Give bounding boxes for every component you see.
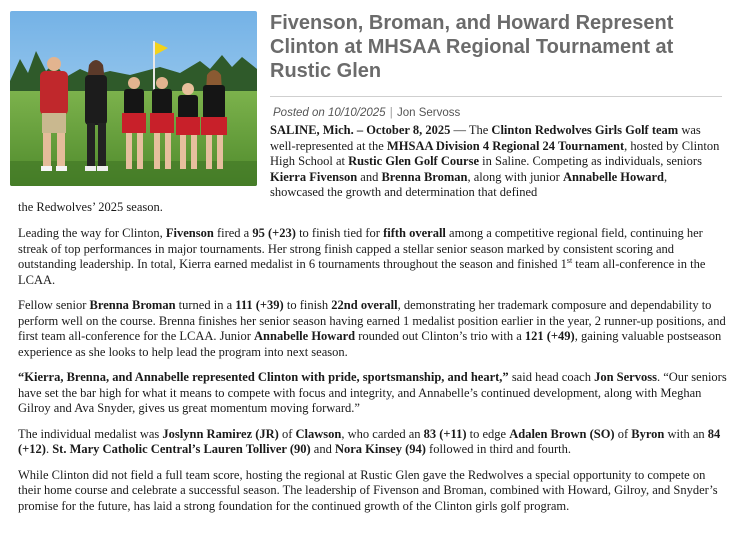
text: to edge <box>466 426 510 441</box>
player-name: Brenna Broman <box>381 169 468 184</box>
dateline: SALINE, Mich. – October 8, 2025 <box>270 123 451 137</box>
score: 95 (+23) <box>252 226 296 240</box>
school-name: Byron <box>631 426 665 441</box>
divider <box>270 96 722 97</box>
text: said head coach <box>508 370 595 384</box>
coach-name: Jon Servoss <box>594 370 657 384</box>
ordinal-suffix: st <box>566 255 573 265</box>
text: team all-conference in the LCAA. <box>18 257 706 287</box>
byline <box>273 107 460 119</box>
score: 83 (+11) <box>423 426 467 441</box>
text: with an <box>664 426 708 441</box>
text: to finish <box>283 298 332 312</box>
score: 121 (+49) <box>524 329 575 343</box>
score: 111 (+39) <box>235 298 284 312</box>
text: rounded out Clinton’s trio with a <box>355 329 525 343</box>
lede-text: , along with junior <box>467 169 563 184</box>
school-name: Clawson <box>295 426 342 441</box>
text: . “Our seniors have set the bar high for what it means to compete with focus and integrity, and Annabelle’s continued development, along with Meghan Gilroy and Ava Snyder, gives us great momentum moving forward.” <box>18 370 727 415</box>
posted-date: Posted on 10/10/2025 <box>273 107 386 119</box>
paragraph <box>18 298 728 360</box>
player-name: Annabelle Howard <box>254 329 356 343</box>
paragraph <box>18 468 728 515</box>
player-name: Kierra Fivenson <box>270 169 358 184</box>
text: . <box>45 442 53 456</box>
lede-text: in Saline. Competing as individuals, seniors <box>479 154 702 168</box>
text: of <box>278 426 296 441</box>
player-name: Brenna Broman <box>89 298 176 312</box>
text: to finish tied for <box>295 226 384 240</box>
byline-separator: | <box>389 107 393 119</box>
team-name: Clinton Redwolves Girls Golf team <box>491 123 679 137</box>
text: While Clinton did not field a full team score, hosting the regional at Rustic Glen gave the Redwolves a special opportunity to compete on their home course and celebrate a successful season. The leadership of Fivenson and Broman, combined with Howard, Gilroy, and Snyder’s promise for the future, has laid a strong foundation for the continued growth of the Clinton girls golf program. <box>18 467 718 513</box>
lede-text: — The <box>450 123 492 137</box>
player-name: Joslynn Ramirez (JR) <box>162 426 279 441</box>
tournament-name: MHSAA Division 4 Regional 24 Tournament <box>386 138 625 153</box>
player-name: Nora Kinsey (94) <box>334 442 426 456</box>
text: among a competitive regional field, continuing her streak of top performances in major tournaments. Her strong finish capped a stellar senior season marked by consistent scoring and outstanding leadership. In total, Kierra earned medalist in 6 tournaments throughout the season and finished 1 <box>18 226 703 271</box>
text: , demonstrating her trademark composure and dependability to perform well on the course. Brenna finishes her senior season having earned 1 medalist position earlier in the year, 2 runner-up positions, and first team all-conference for the LCAA. Junior <box>18 298 726 343</box>
text: , gaining valuable postseason experience as she looks to help lead the program into next season. <box>18 329 722 359</box>
lede-paragraph <box>270 123 722 201</box>
article-title: Fivenson, Broman, and Howard Represent Clinton at MHSAA Regional Tournament at Rustic Glen <box>270 12 674 82</box>
text: fired a <box>213 226 253 240</box>
course-name: Rustic Glen Golf Course <box>348 154 480 168</box>
lede-text: , showcased the growth and determination that defined <box>270 169 668 199</box>
paragraph <box>18 226 728 288</box>
player-name: St. Mary Catholic Central’s Lauren Tolliver (90) <box>52 442 311 456</box>
article-body <box>18 226 728 524</box>
player-name: Annabelle Howard <box>562 169 665 184</box>
player-name: Fivenson <box>165 226 214 240</box>
text: of <box>614 426 632 441</box>
text: Leading the way for Clinton, <box>18 226 166 240</box>
placement: 22nd overall <box>331 298 398 312</box>
lede-text: and <box>357 169 382 184</box>
text: turned in a <box>175 298 236 312</box>
player-name: Adalen Brown (SO) <box>509 426 615 441</box>
team-photo <box>10 11 257 186</box>
text: , who carded an <box>341 426 424 441</box>
lede-tail-text: the Redwolves’ 2025 season. <box>18 200 163 214</box>
lede-text: , hosted by Clinton High School at <box>270 138 720 168</box>
lede-text: was well-represented at the <box>270 123 701 153</box>
paragraph <box>18 370 728 417</box>
text: and <box>310 442 335 456</box>
text: followed in third and fourth. <box>425 442 572 456</box>
author-name: Jon Servoss <box>396 107 461 119</box>
text: The individual medalist was <box>18 426 163 441</box>
text: Fellow senior <box>18 298 90 312</box>
lede-continuation <box>18 200 728 216</box>
score: 84 (+12) <box>18 426 721 456</box>
paragraph <box>18 427 728 458</box>
quote: “Kierra, Brenna, and Annabelle represented Clinton with pride, sportsmanship, and heart,” <box>18 370 509 384</box>
placement: fifth overall <box>383 226 446 240</box>
